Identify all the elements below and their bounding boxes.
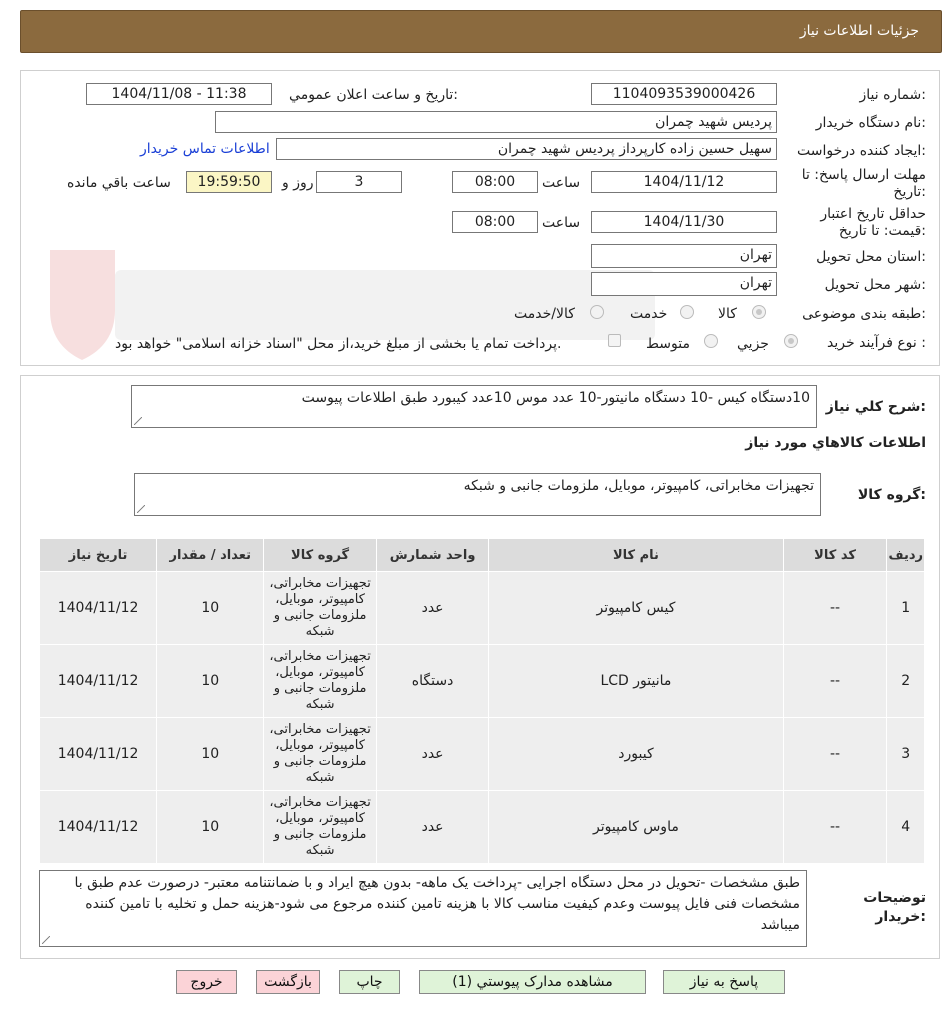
goods-group-field — [134, 473, 821, 516]
deadline-time-label: ساعت — [542, 175, 581, 191]
col-group-header: گروه کالا — [264, 539, 377, 572]
validity-date-field: 1404/11/30 — [591, 211, 777, 233]
item-quantity: 10 — [157, 718, 264, 791]
city-label: شهر محل تحویل: — [824, 277, 926, 293]
validity-time-label: ساعت — [542, 215, 581, 231]
buyer-notes-text: طبق مشخصات -تحویل در محل دستگاه اجرایی -پرداخت یک ماهه- بدون هیچ ایراد و با ضمانتنامه معتبر- درصورت عدم طبق با مشخصات فنی فایل پیوست وعدم کیفیت مناسب کالا با هزینه تامین کننده مرجوع می شود-هزینه حمل و تخلیه با تامین کننده میباشد — [74, 875, 800, 933]
requester-field: سهیل حسین زاده کارپرداز پردیس شهید چمران — [276, 138, 777, 160]
province-field: تهران — [591, 244, 777, 268]
item-unit: عدد — [376, 791, 488, 864]
category-radio-goods[interactable] — [752, 305, 766, 319]
buyer-notes-label: توضیحات — [863, 890, 926, 906]
buyer-notes-label-2: خریدار: — [875, 909, 926, 925]
process-medium-label: متوسط — [646, 336, 690, 352]
item-code: -- — [783, 572, 887, 645]
treasury-payment-checkbox[interactable] — [608, 334, 621, 347]
item-group: تجهیزات مخابراتی، کامپیوتر، موبایل، ملزومات جانبی و شبکه — [264, 645, 377, 718]
item-group: تجهیزات مخابراتی، کامپیوتر، موبایل، ملزومات جانبی و شبکه — [264, 718, 377, 791]
item-group: تجهیزات مخابراتی، کامپیوتر، موبایل، ملزومات جانبی و شبکه — [264, 791, 377, 864]
deadline-time-field: 08:00 — [452, 171, 538, 193]
requester-label: ایجاد کننده درخواست: — [797, 143, 926, 159]
item-quantity: 10 — [157, 791, 264, 864]
deadline-label: مهلت ارسال پاسخ: تا — [801, 167, 926, 183]
days-field: 3 — [316, 171, 402, 193]
validity-time-field: 08:00 — [452, 211, 538, 233]
need-number-field: 1104093539000426 — [591, 83, 777, 105]
item-name: ماوس کامپیوتر — [489, 791, 783, 864]
city-field: تهران — [591, 272, 777, 296]
item-name: مانیتور LCD — [489, 645, 783, 718]
process-radio-medium[interactable] — [704, 334, 718, 348]
col-qty-header: تعداد / مقدار — [157, 539, 264, 572]
resize-grip-icon[interactable] — [42, 936, 50, 944]
buyer-field: پردیس شهید چمران — [215, 111, 777, 133]
page-header — [20, 10, 942, 53]
general-description-field — [131, 385, 817, 428]
category-goods-label: کالا — [718, 306, 737, 322]
item-group: تجهیزات مخابراتی، کامپیوتر، موبایل، ملزومات جانبی و شبکه — [264, 572, 377, 645]
category-goods-service-label: کالا/خدمت — [514, 306, 575, 322]
table-header-row — [40, 539, 925, 572]
exit-button[interactable]: خروج — [176, 970, 237, 994]
item-unit: عدد — [376, 572, 488, 645]
item-name: کیس کامپیوتر — [489, 572, 783, 645]
deadline-label-2: تاریخ: — [893, 184, 926, 200]
col-unit-header: واحد شمارش — [376, 539, 488, 572]
province-label: استان محل تحویل: — [816, 249, 926, 265]
process-label: نوع فرآیند خرید : — [827, 335, 926, 351]
item-code: -- — [783, 718, 887, 791]
table-row — [40, 572, 925, 645]
col-date-header: تاریخ نیاز — [40, 539, 157, 572]
buyer-label: نام دستگاه خریدار: — [815, 115, 926, 131]
item-date: 1404/11/12 — [40, 791, 157, 864]
table-row — [40, 718, 925, 791]
print-button[interactable]: چاپ — [339, 970, 400, 994]
item-code: -- — [783, 791, 887, 864]
col-row-header: ردیف — [887, 539, 925, 572]
table-row — [40, 645, 925, 718]
item-name: کیبورد — [489, 718, 783, 791]
category-service-label: خدمت — [630, 306, 668, 322]
item-date: 1404/11/12 — [40, 572, 157, 645]
page-title: جزئیات اطلاعات نیاز — [799, 23, 919, 39]
item-quantity: 10 — [157, 572, 264, 645]
resize-grip-icon[interactable] — [137, 505, 145, 513]
col-code-header: کد کالا — [783, 539, 887, 572]
buyer-notes-field — [39, 870, 807, 947]
row-number: 2 — [887, 645, 925, 718]
announce-label: تاریخ و ساعت اعلان عمومي: — [289, 87, 458, 103]
process-minor-label: جزیي — [737, 336, 769, 352]
items-table — [39, 538, 925, 864]
resize-grip-icon[interactable] — [134, 417, 142, 425]
general-description-label: شرح كلي نياز: — [825, 399, 926, 415]
item-code: -- — [783, 645, 887, 718]
remaining-time-field: 19:59:50 — [186, 171, 272, 193]
general-description-text: 10دستگاه کیس -10 دستگاه مانیتور-10 عدد موس 10عدد کیبورد طبق اطلاعات پیوست — [301, 390, 810, 406]
item-quantity: 10 — [157, 645, 264, 718]
view-attachments-button[interactable]: مشاهده مدارک پیوستي (1) — [419, 970, 646, 994]
days-label: روز و — [282, 175, 314, 191]
category-radio-goods-service[interactable] — [590, 305, 604, 319]
back-button[interactable]: بازگشت — [256, 970, 320, 994]
item-date: 1404/11/12 — [40, 645, 157, 718]
reply-button[interactable]: پاسخ به نیاز — [663, 970, 785, 994]
treasury-payment-note: پرداخت تمام یا بخشی از مبلغ خرید،از محل "اسناد خزانه اسلامی" خواهد بود. — [115, 336, 562, 352]
announce-field: 1404/11/08 - 11:38 — [86, 83, 272, 105]
goods-group-label: گروه کالا: — [857, 487, 926, 503]
row-number: 1 — [887, 572, 925, 645]
validity-label-2: قیمت: تا تاریخ: — [838, 223, 926, 239]
category-label: طبقه بندی موضوعی: — [802, 306, 926, 322]
category-radio-service[interactable] — [680, 305, 694, 319]
validity-label: حداقل تاریخ اعتبار — [820, 206, 926, 222]
remaining-label: ساعت باقي مانده — [67, 175, 171, 191]
col-name-header: نام کالا — [489, 539, 783, 572]
deadline-date-field: 1404/11/12 — [591, 171, 777, 193]
need-number-label: شماره نیاز: — [859, 87, 926, 103]
row-number: 4 — [887, 791, 925, 864]
item-unit: دستگاه — [376, 645, 488, 718]
row-number: 3 — [887, 718, 925, 791]
goods-group-text: تجهیزات مخابراتی، کامپیوتر، موبایل، ملزومات جانبی و شبکه — [463, 478, 814, 494]
item-date: 1404/11/12 — [40, 718, 157, 791]
process-radio-minor[interactable] — [784, 334, 798, 348]
buyer-contact-link[interactable]: اطلاعات تماس خریدار — [140, 141, 270, 157]
items-heading: اطلاعات كالاهاي مورد نياز — [745, 435, 926, 451]
item-unit: عدد — [376, 718, 488, 791]
table-row — [40, 791, 925, 864]
